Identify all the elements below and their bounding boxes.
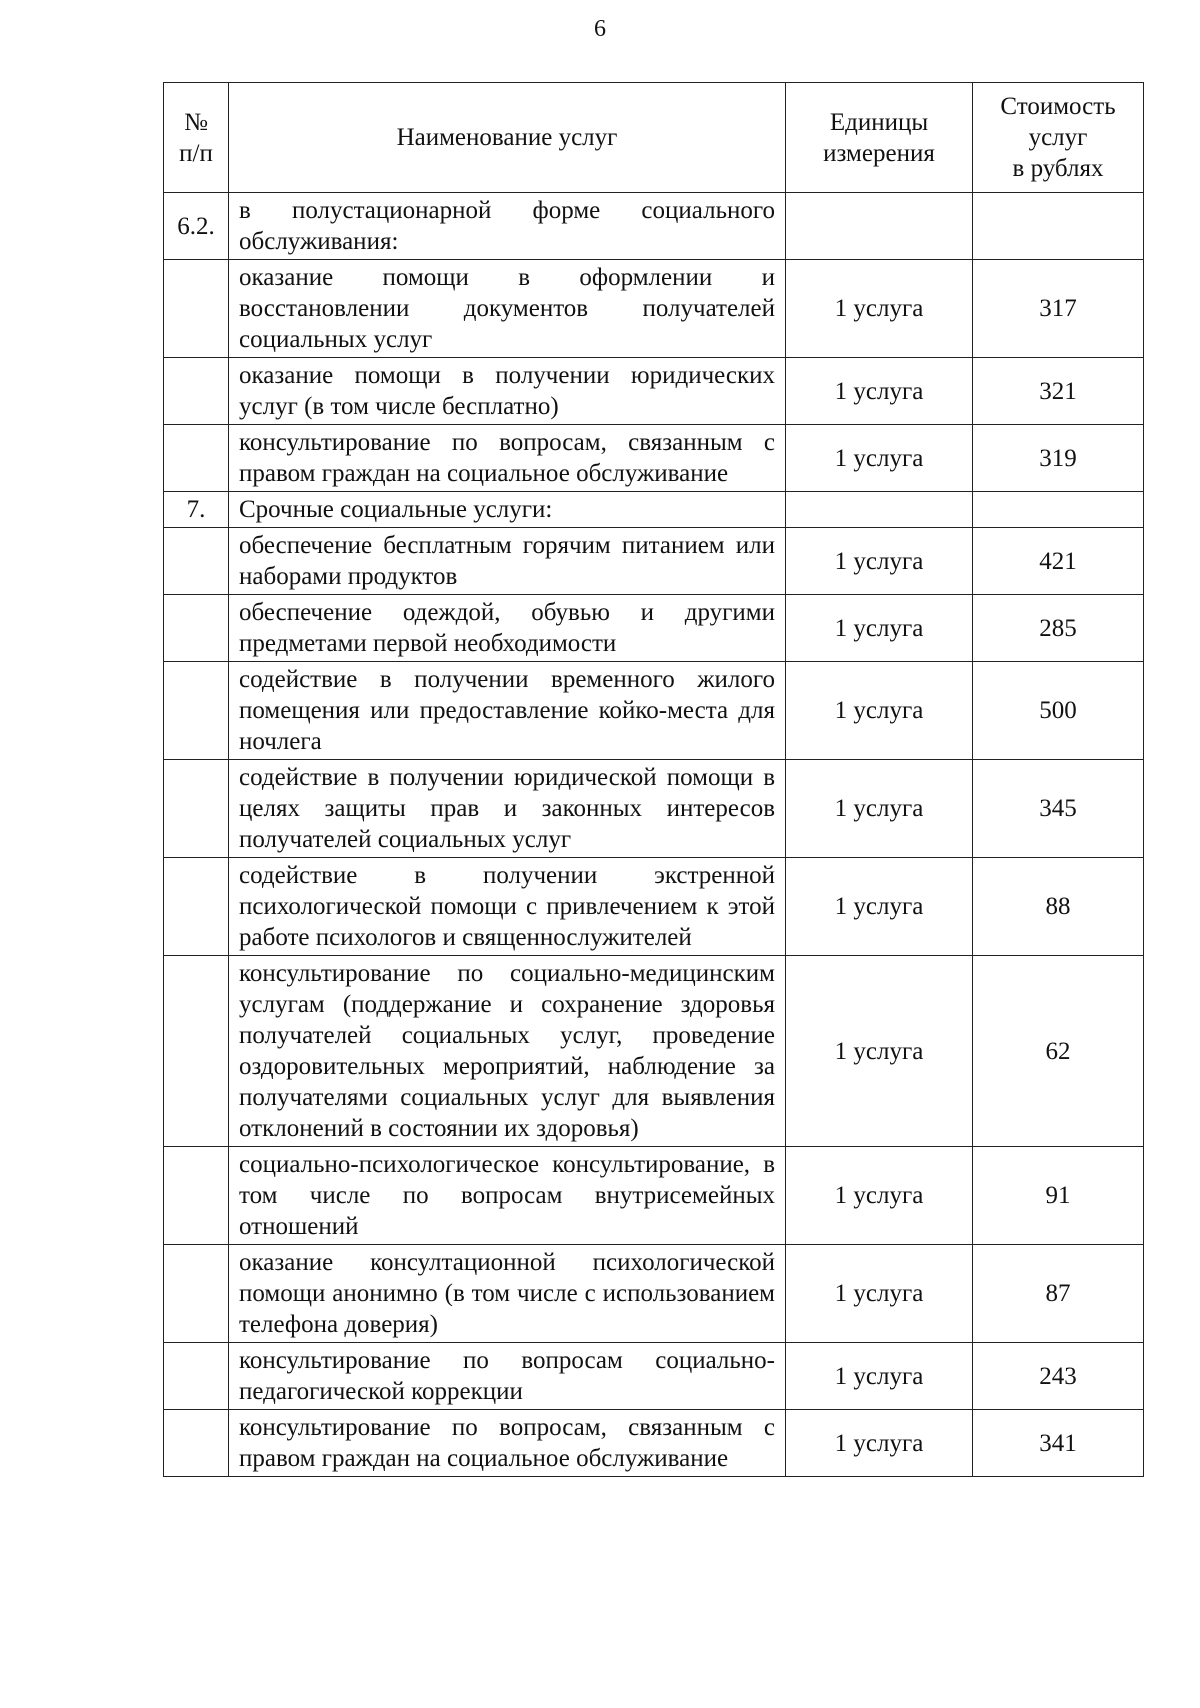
row-number-cell (164, 1410, 229, 1477)
header-unit: Единицы измерения (786, 83, 973, 193)
unit-cell: 1 услуга (786, 858, 973, 956)
cost-cell: 88 (973, 858, 1144, 956)
services-price-table (163, 82, 1144, 1477)
table-row (164, 528, 1144, 595)
cost-cell: 87 (973, 1245, 1144, 1343)
header-number: № п/п (164, 83, 229, 193)
table-row (164, 425, 1144, 492)
service-name-cell: содействие в получении временного жилого помещения или предоставление койко-места для ночлега (229, 662, 786, 760)
unit-cell: 1 услуга (786, 260, 973, 358)
row-number-cell (164, 260, 229, 358)
row-number-cell (164, 1147, 229, 1245)
cost-cell: 319 (973, 425, 1144, 492)
row-number-cell (164, 595, 229, 662)
table-row (164, 492, 1144, 528)
table-row (164, 858, 1144, 956)
header-cost: Стоимость услуг в рублях (973, 83, 1144, 193)
table-header-row (164, 83, 1144, 193)
table-row (164, 662, 1144, 760)
cost-cell: 317 (973, 260, 1144, 358)
service-name-cell: Срочные социальные услуги: (229, 492, 786, 528)
cost-cell (973, 492, 1144, 528)
cost-cell: 243 (973, 1343, 1144, 1410)
service-name-cell: в полустационарной форме социального обслуживания: (229, 193, 786, 260)
page-number: 6 (594, 16, 606, 42)
table-row (164, 760, 1144, 858)
service-name-cell: консультирование по социально-медицинским услугам (поддержание и сохранение здоровья получателей социальных услуг, проведение оздоровительных мероприятий, наблюдение за получателями социальных услуг для выявления отклонений в состоянии их здоровья) (229, 956, 786, 1147)
header-service-name: Наименование услуг (229, 83, 786, 193)
row-number-cell (164, 662, 229, 760)
table-row (164, 1343, 1144, 1410)
service-name-cell: оказание помощи в получении юридических услуг (в том числе бесплатно) (229, 358, 786, 425)
row-number-cell (164, 425, 229, 492)
unit-cell: 1 услуга (786, 1245, 973, 1343)
cost-cell: 91 (973, 1147, 1144, 1245)
row-number-cell (164, 760, 229, 858)
service-name-cell: содействие в получении экстренной психологической помощи с привлечением к этой работе психологов и священнослужителей (229, 858, 786, 956)
cost-cell: 421 (973, 528, 1144, 595)
service-name-cell: обеспечение бесплатным горячим питанием или наборами продуктов (229, 528, 786, 595)
table-row (164, 1410, 1144, 1477)
table-row (164, 1245, 1144, 1343)
service-name-cell: содействие в получении юридической помощи в целях защиты прав и законных интересов получателей социальных услуг (229, 760, 786, 858)
table-row (164, 956, 1144, 1147)
cost-cell: 341 (973, 1410, 1144, 1477)
cost-cell (973, 193, 1144, 260)
unit-cell: 1 услуга (786, 662, 973, 760)
unit-cell: 1 услуга (786, 528, 973, 595)
unit-cell: 1 услуга (786, 595, 973, 662)
unit-cell: 1 услуга (786, 760, 973, 858)
row-number-cell (164, 528, 229, 595)
row-number-cell (164, 358, 229, 425)
unit-cell: 1 услуга (786, 1410, 973, 1477)
cost-cell: 345 (973, 760, 1144, 858)
unit-cell (786, 193, 973, 260)
unit-cell (786, 492, 973, 528)
service-name-cell: социально-психологическое консультирование, в том числе по вопросам внутрисемейных отношений (229, 1147, 786, 1245)
cost-cell: 321 (973, 358, 1144, 425)
row-number-cell (164, 956, 229, 1147)
cost-cell: 500 (973, 662, 1144, 760)
service-name-cell: консультирование по вопросам, связанным с правом граждан на социальное обслуживание (229, 1410, 786, 1477)
unit-cell: 1 услуга (786, 358, 973, 425)
service-name-cell: оказание помощи в оформлении и восстановлении документов получателей социальных услуг (229, 260, 786, 358)
unit-cell: 1 услуга (786, 425, 973, 492)
unit-cell: 1 услуга (786, 1343, 973, 1410)
row-number-cell (164, 858, 229, 956)
service-name-cell: консультирование по вопросам, связанным с правом граждан на социальное обслуживание (229, 425, 786, 492)
table-row (164, 1147, 1144, 1245)
unit-cell: 1 услуга (786, 956, 973, 1147)
service-name-cell: консультирование по вопросам социально-педагогической коррекции (229, 1343, 786, 1410)
row-number-cell: 6.2. (164, 193, 229, 260)
table-row (164, 358, 1144, 425)
row-number-cell (164, 1245, 229, 1343)
table-row (164, 595, 1144, 662)
unit-cell: 1 услуга (786, 1147, 973, 1245)
cost-cell: 285 (973, 595, 1144, 662)
service-name-cell: обеспечение одеждой, обувью и другими предметами первой необходимости (229, 595, 786, 662)
row-number-cell: 7. (164, 492, 229, 528)
table-row (164, 260, 1144, 358)
cost-cell: 62 (973, 956, 1144, 1147)
table-row (164, 193, 1144, 260)
row-number-cell (164, 1343, 229, 1410)
service-name-cell: оказание консултационной психологической помощи анонимно (в том числе с использованием телефона доверия) (229, 1245, 786, 1343)
